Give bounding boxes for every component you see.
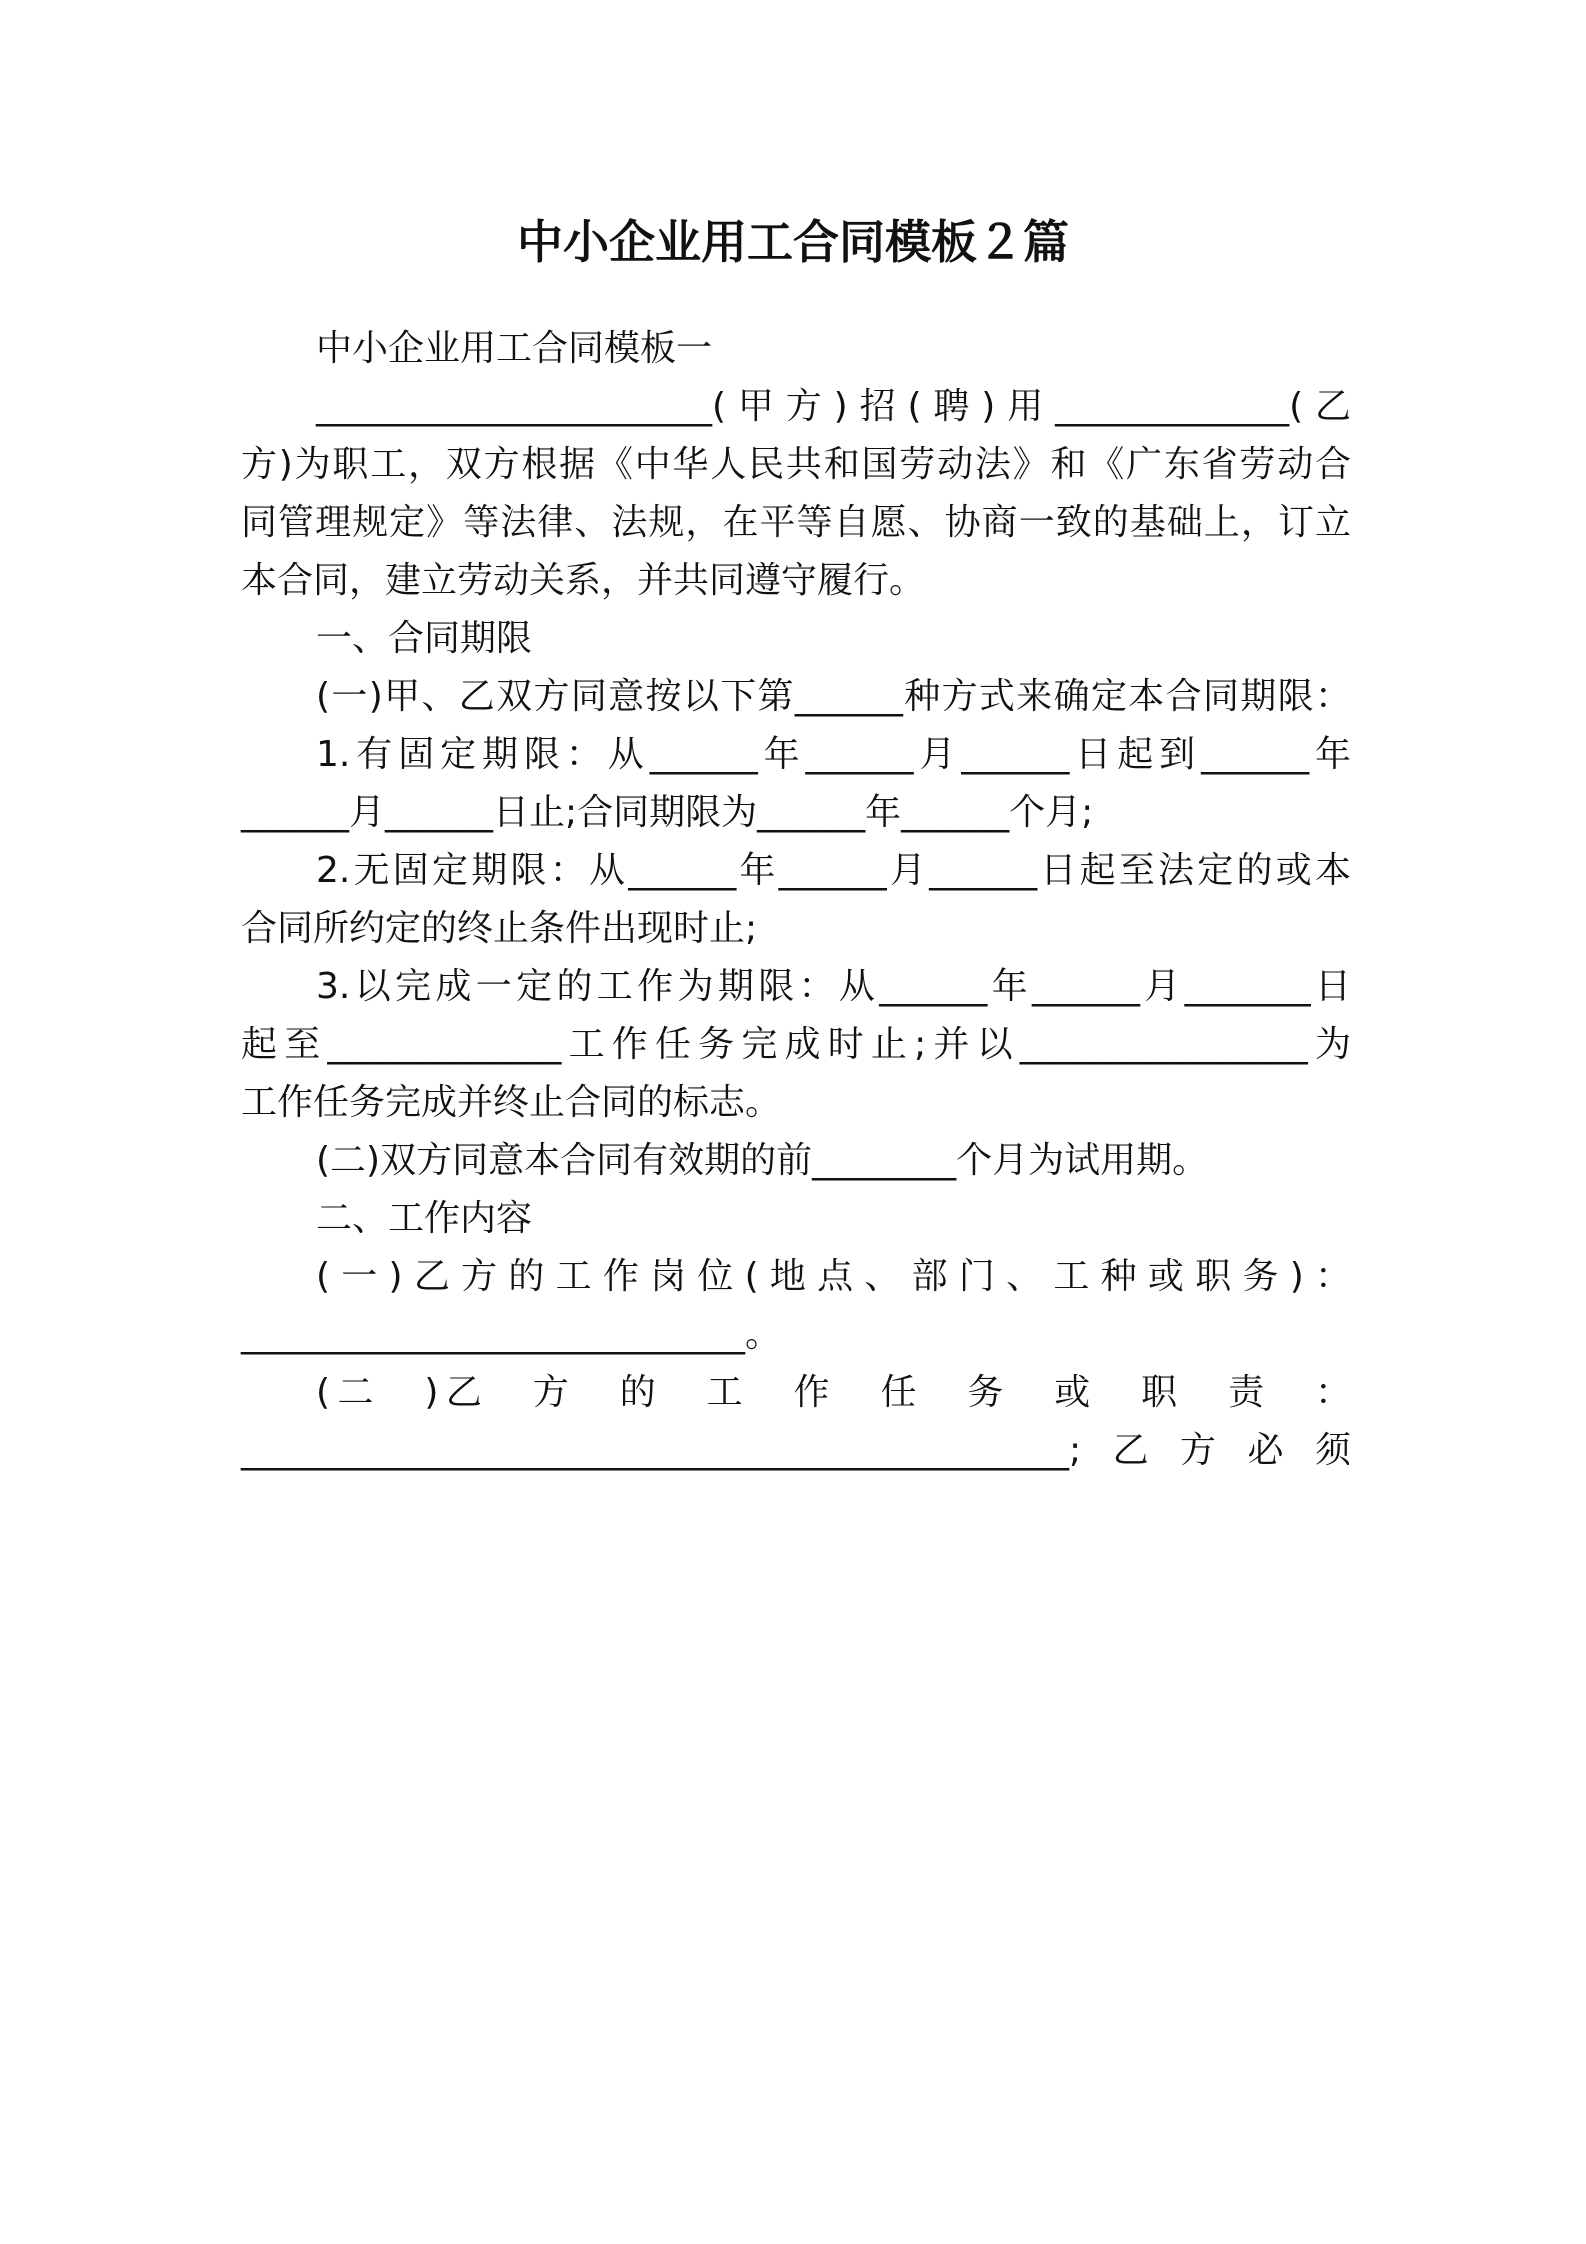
paragraph-line: 1.有固定期限：从______年______月______日起到______年 — [316, 734, 1351, 775]
paragraph-line: (一)乙方的工作岗位(地点、部门、工种或职务)： — [316, 1256, 1351, 1297]
paragraph-line: ____________________________。 — [241, 1314, 781, 1355]
paragraph-line: (二 )乙 方 的 工 作 任 务 或 职 责 ： — [316, 1372, 1351, 1413]
paragraph-line: ______________________________________________;乙方必须 — [241, 1430, 1351, 1471]
section-heading-work-content: 二、工作内容 — [316, 1198, 533, 1239]
document-title: 中小企业用工合同模板２篇 — [517, 215, 1069, 269]
paragraph-line: 同管理规定》等法律、法规，在平等自愿、协商一致的基础上，订立 — [241, 502, 1351, 543]
section-heading-contract-term: 一、合同期限 — [316, 618, 533, 659]
paragraph-line: 合同所约定的终止条件出现时止; — [241, 908, 758, 949]
paragraph-line: 本合同，建立劳动关系，并共同遵守履行。 — [241, 560, 926, 601]
paragraph-line: (二)双方同意本合同有效期的前________个月为试用期。 — [316, 1140, 1209, 1181]
paragraph-line: 2.无固定期限：从______年______月______日起至法定的或本 — [316, 850, 1351, 891]
paragraph-line: 工作任务完成并终止合同的标志。 — [241, 1082, 782, 1123]
paragraph-line: 方)为职工，双方根据《中华人民共和国劳动法》和《广东省劳动合 — [241, 444, 1351, 485]
section-heading-template-one: 中小企业用工合同模板一 — [316, 328, 713, 369]
paragraph-line: 3.以完成一定的工作为期限：从______年______月_______日 — [316, 966, 1351, 1007]
paragraph-line: 起至_____________工作任务完成时止;并以________________为 — [241, 1024, 1351, 1065]
paragraph-line: (一)甲、乙双方同意按以下第______种方式来确定本合同期限： — [316, 676, 1351, 717]
paragraph-line: ______月______日止;合同期限为______年______个月; — [241, 792, 1094, 833]
paragraph-line: ______________________(甲方)招(聘)用_____________(乙 — [316, 386, 1351, 427]
